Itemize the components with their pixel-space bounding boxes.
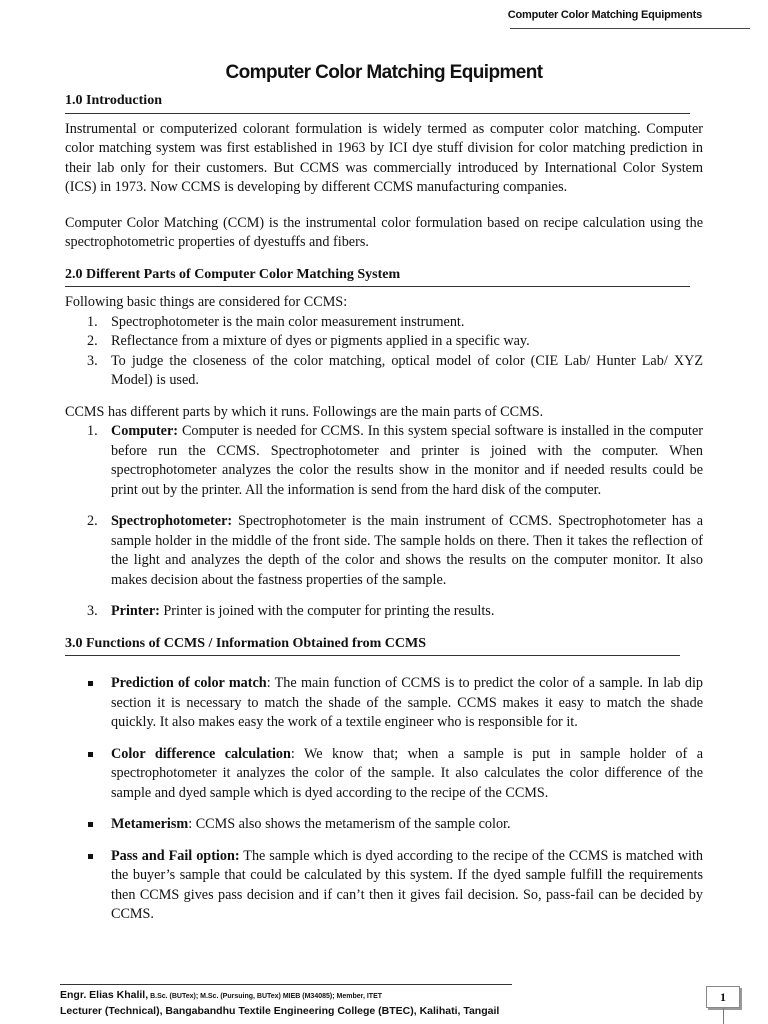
- list-item: [65, 352, 703, 391]
- list-item: [65, 422, 703, 500]
- list-item: [65, 602, 703, 622]
- list-item: [65, 332, 703, 352]
- footer-author: Engr. Elias Khalil,: [60, 989, 149, 1001]
- intro-paragraph: Instrumental or computerized colorant formulation is widely termed as computer color matching. Computer color matching system was first established in 1963 by ICI dye stuff division for color matching prediction in their lab only for their customers. But CCMS was commercially introduced by International Color System (ICS) in 1973. Now CCMS is developing by different CCMS manufacturing companies.: [65, 120, 703, 195]
- intro-paragraph: Computer Color Matching (CCM) is the instrumental color formulation based on recipe calculation using the spectrophotometric properties of dyestuffs and fibers.: [65, 214, 703, 250]
- page-number: 1: [706, 986, 740, 1008]
- list-text: : We know that; when a sample is put in sample holder of a spectrophotometer it analyzes the color of the sample. It also calculates the color difference of the sample and dyed sample which is dyed according to the recipe of the CCMS.: [111, 745, 703, 801]
- term: Color difference calculation: [111, 745, 291, 762]
- section-heading-parts: 2.0 Different Parts of Computer Color Matching System: [65, 266, 401, 282]
- list-text: Printer is joined with the computer for printing the results.: [159, 603, 495, 619]
- header-rule: [510, 28, 750, 29]
- term: Printer:: [111, 603, 160, 619]
- footer: [60, 988, 499, 1018]
- document-title: Computer Color Matching Equipment: [225, 62, 543, 83]
- list-item: [65, 745, 703, 804]
- list-number: 2.: [87, 513, 98, 529]
- list-number: 3.: [87, 603, 98, 619]
- list-number: 1.: [87, 313, 98, 330]
- list-number: 2.: [87, 333, 98, 349]
- parts-lead-2: CCMS has different parts by which it runs. Followings are the main parts of CCMS.: [65, 403, 544, 420]
- section-rule: [65, 286, 690, 287]
- footer-position: Lecturer (Technical), Bangabandhu Textile Engineering College (BTEC), Kalihati, Tangail: [60, 1005, 500, 1017]
- functions-list: [65, 674, 703, 925]
- term: Computer:: [111, 423, 178, 439]
- section-heading-functions: 3.0 Functions of CCMS / Information Obtained from CCMS: [65, 635, 427, 651]
- basics-list: [65, 313, 703, 391]
- section-heading-introduction: 1.0 Introduction: [65, 93, 162, 108]
- list-item: [65, 674, 703, 733]
- parts-lead: Following basic things are considered for CCMS:: [65, 294, 348, 310]
- term: Pass and Fail option:: [111, 847, 240, 864]
- main-parts-list: [65, 422, 703, 622]
- bullet-icon: [88, 822, 93, 827]
- running-header: Computer Color Matching Equipments: [507, 9, 702, 21]
- list-item: [65, 313, 703, 333]
- term: Prediction of color match: [111, 675, 267, 691]
- bullet-icon: [88, 854, 93, 859]
- list-item: [65, 815, 703, 835]
- bullet-icon: [88, 681, 93, 686]
- list-item: [65, 847, 703, 925]
- document-body: [65, 91, 703, 937]
- list-text: Spectrophotometer is the main color measurement instrument.: [111, 313, 465, 330]
- footer-rule: [60, 984, 512, 985]
- list-text: To judge the closeness of the color matching, optical model of color (CIE Lab/ Hunter Lab/ XYZ Model) is used.: [111, 352, 703, 388]
- footer-credentials: B.Sc. (BUTex); M.Sc. (Pursuing, BUTex) MIEB (M34085); Member, ITET: [148, 993, 383, 1000]
- term: Metamerism: [111, 816, 189, 832]
- list-text: Spectrophotometer is the main instrument of CCMS. Spectrophotometer has a sample holder in the middle of the front side. The sample holds on there. Then it takes the reflection of the light and analyzes the depth of the color and shows the results on the computer monitor. It also makes decision about the fastness properties of the sample.: [111, 513, 703, 588]
- list-number: 1.: [87, 423, 98, 439]
- list-text: Reflectance from a mixture of dyes or pigments applied in a specific way.: [111, 333, 530, 349]
- list-text: : The main function of CCMS is to predict the color of a sample. In lab dip section it is necessary to match the shade of the sample. CCMS makes it easy to match the shade quickly. It also makes easy the work of a textile engineer who is responsible for it.: [111, 675, 703, 730]
- list-text: Computer is needed for CCMS. In this system special software is installed in the computer before run the CCMS. Spectrophotometer and printer is joined with the computer. When spectrophotometer analyzes the color the results show in the monitor and if needed results could be print out by the printer. All the information is send from the hard disk of the computer.: [111, 423, 703, 498]
- list-text: : CCMS also shows the metamerism of the sample color.: [188, 816, 511, 832]
- section-rule: [65, 655, 680, 656]
- list-text: The sample which is dyed according to the recipe of the CCMS is matched with the buyer’s sample that could be calculated by this system. If the dyed sample fulfill the requirements then CCMS gives pass decision and if can’t then it gives fail decision. So, pass-fail can be decided by CCMS.: [111, 847, 703, 922]
- term: Spectrophotometer:: [111, 513, 233, 529]
- section-rule: [65, 113, 690, 114]
- bullet-icon: [88, 752, 93, 757]
- page-number-tail: [723, 1008, 724, 1024]
- list-item: [65, 512, 703, 590]
- list-number: 3.: [87, 352, 98, 369]
